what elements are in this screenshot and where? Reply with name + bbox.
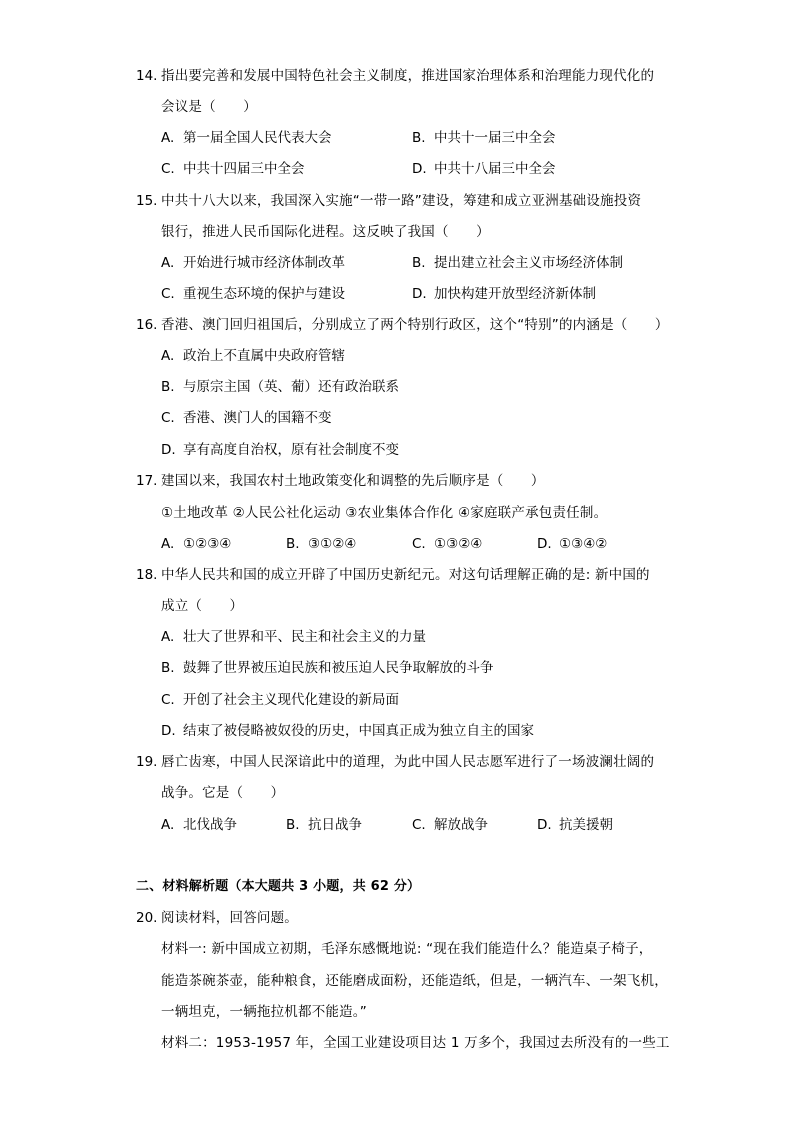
option-c: C. 中共十四届三中全会: [161, 161, 305, 177]
question-stem: 会议是（ ）: [161, 99, 257, 115]
option-c: C. 重视生态环境的保护与建设: [161, 286, 345, 302]
option-a: A. ①②③④: [161, 536, 232, 552]
option-b: B. 鼓舞了世界被压迫民族和被压迫人民争取解放的斗争: [161, 660, 494, 676]
option-d: D. 享有高度自治权，原有社会制度不变: [161, 442, 399, 458]
question-stem: 中华人民共和国的成立开辟了中国历史新纪元。对这句话理解正确的是: 新中国的: [161, 567, 650, 583]
option-d: D. ①③④②: [537, 536, 608, 552]
question-stem: 指出要完善和发展中国特色社会主义制度，推进国家治理体系和治理能力现代化的: [161, 68, 655, 84]
option-a: A. 北伐战争: [161, 817, 237, 833]
option-c: C. 香港、澳门人的国籍不变: [161, 410, 332, 426]
option-c: C. 开创了社会主义现代化建设的新局面: [161, 692, 399, 708]
option-b: B. ③①②④: [286, 536, 357, 552]
section-heading: 二、材料解析题（本大题共 3 小题，共 62 分）: [136, 879, 421, 894]
option-d: D. 中共十八届三中全会: [412, 161, 556, 177]
question-stem: 香港、澳门回归祖国后，分别成立了两个特别行政区，这个“特别”的内涵是（ ）: [161, 317, 669, 333]
question-stem: 成立（ ）: [161, 598, 244, 614]
question-stem: 银行，推进人民币国际化进程。这反映了我国（ ）: [161, 224, 490, 240]
option-a: A. 开始进行城市经济体制改革: [161, 255, 345, 271]
option-b: B. 中共十一届三中全会: [412, 130, 556, 146]
material-text: 材料二：1953-1957 年，全国工业建设项目达 1 万多个，我国过去所没有的一些工: [161, 1035, 670, 1051]
question-number: 15.: [136, 193, 158, 209]
question-number: 20.: [136, 910, 158, 926]
question-stem: 建国以来，我国农村土地政策变化和调整的先后顺序是（ ）: [161, 473, 545, 489]
question-stem: 战争。它是（ ）: [161, 785, 285, 801]
question-number: 16.: [136, 317, 158, 333]
option-b: B. 与原宗主国（英、葡）还有政治联系: [161, 379, 399, 395]
option-c: C. ①③②④: [412, 536, 483, 552]
question-stem: 唇亡齿寒，中国人民深谙此中的道理，为此中国人民志愿军进行了一场波澜壮阔的: [161, 754, 655, 770]
material-text: 能造茶碗茶壶，能种粮食，还能磨成面粉，还能造纸，但是，一辆汽车、一架飞机，: [161, 973, 668, 989]
option-d: D. 结束了被侵略被奴役的历史，中国真正成为独立自主的国家: [161, 723, 534, 739]
question-stem: ①土地改革 ②人民公社化运动 ③农业集体合作化 ④家庭联产承包责任制。: [161, 505, 608, 521]
option-a: A. 第一届全国人民代表大会: [161, 130, 332, 146]
question-stem: 中共十八大以来，我国深入实施“一带一路”建设，筹建和成立亚洲基础设施投资: [161, 193, 642, 209]
option-a: A. 政治上不直属中央政府管辖: [161, 348, 345, 364]
option-a: A. 壮大了世界和平、民主和社会主义的力量: [161, 629, 426, 645]
question-number: 17.: [136, 473, 158, 489]
option-b: B. 抗日战争: [286, 817, 362, 833]
question-number: 18.: [136, 567, 158, 583]
question-stem: 阅读材料，回答问题。: [161, 910, 298, 926]
question-number: 14.: [136, 68, 158, 84]
option-b: B. 提出建立社会主义市场经济体制: [412, 255, 623, 271]
option-d: D. 抗美援朝: [537, 817, 613, 833]
question-number: 19.: [136, 754, 158, 770]
option-d: D. 加快构建开放型经济新体制: [412, 286, 596, 302]
option-c: C. 解放战争: [412, 817, 488, 833]
material-text: 材料一: 新中国成立初期，毛泽东感慨地说: “现在我们能造什么？能造桌子椅子，: [161, 941, 653, 957]
material-text: 一辆坦克，一辆拖拉机都不能造。”: [161, 1004, 367, 1020]
